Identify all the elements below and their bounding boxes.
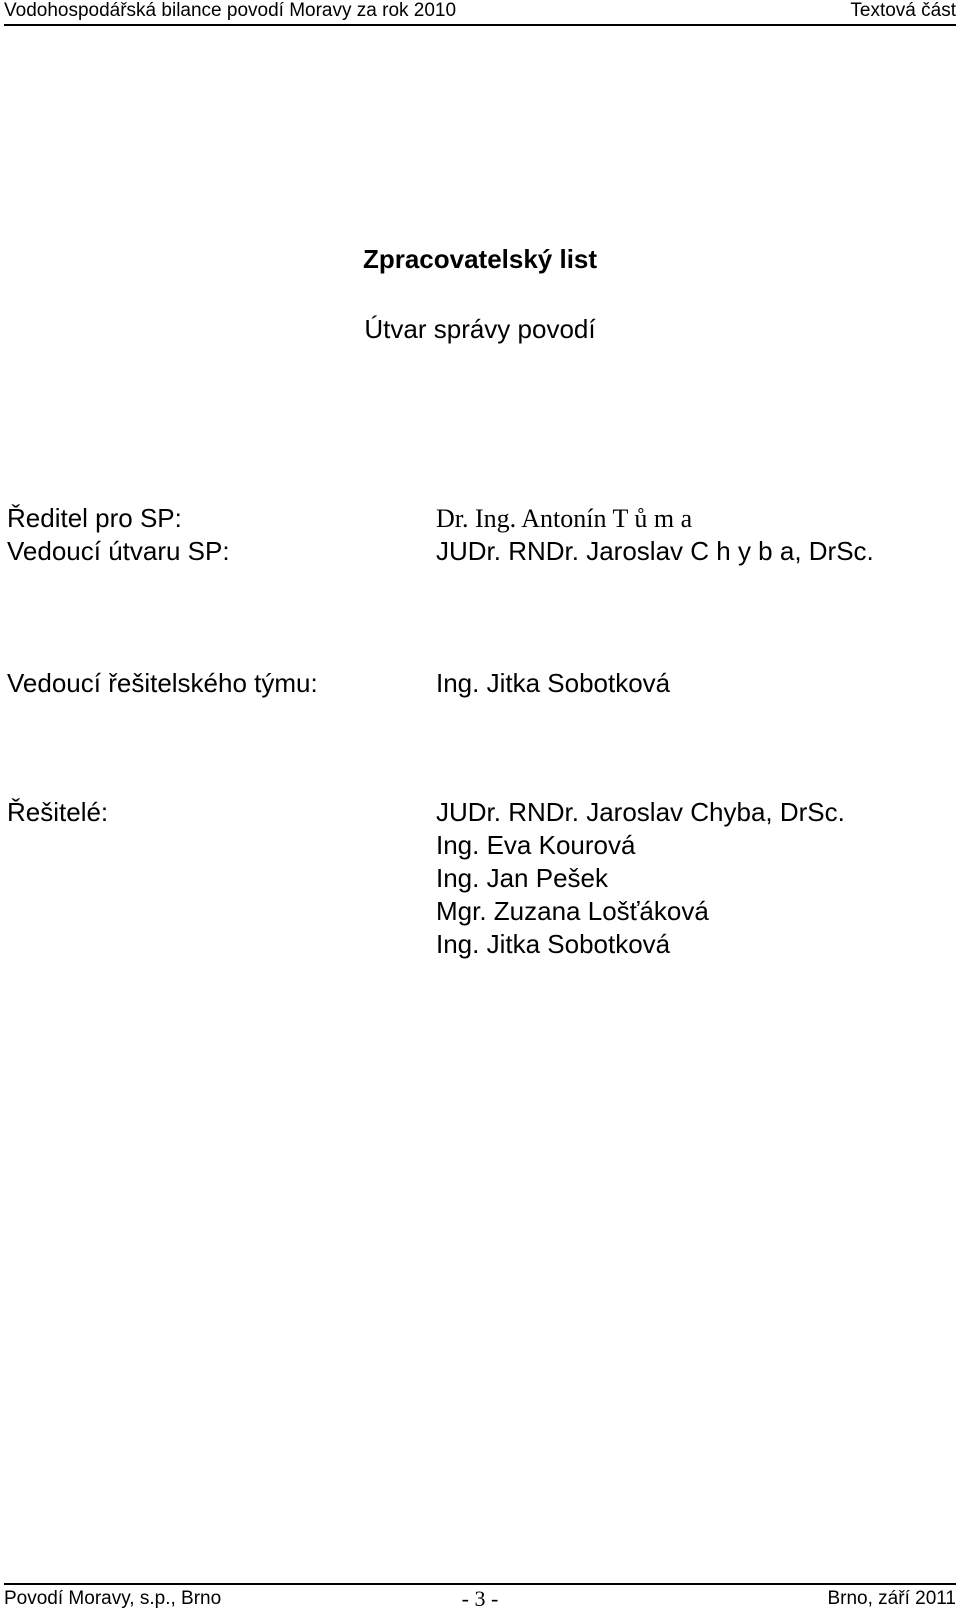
team-lead-name: Ing. Jitka Sobotková: [436, 668, 671, 698]
page-header: [4, 0, 956, 26]
page-footer: [4, 1583, 956, 1615]
header-section-name: Textová část: [850, 0, 956, 21]
footer-date: Brno, září 2011: [827, 1588, 956, 1609]
solvers-label: Řešitelé:: [7, 797, 109, 827]
page-subtitle: Útvar správy povodí: [364, 314, 596, 344]
solver-name: Mgr. Zuzana Lošťáková: [436, 896, 709, 926]
solver-name: Ing. Jitka Sobotková: [436, 929, 671, 959]
page-title: Zpracovatelský list: [362, 244, 598, 274]
solver-name: Ing. Eva Kourová: [436, 830, 636, 860]
solver-name: JUDr. RNDr. Jaroslav Chyba, DrSc.: [436, 797, 845, 827]
footer-organization: Povodí Moravy, s.p., Brno: [4, 1588, 222, 1609]
director-label: Ředitel pro SP:: [7, 503, 182, 533]
unit-head-name: JUDr. RNDr. Jaroslav C h y b a, DrSc.: [436, 536, 874, 566]
unit-head-label: Vedoucí útvaru SP:: [7, 536, 230, 566]
solver-name: Ing. Jan Pešek: [436, 863, 608, 893]
team-lead-label: Vedoucí řešitelského týmu:: [7, 668, 318, 698]
page-number: - 3 -: [461, 1586, 499, 1611]
header-document-title: Vodohospodářská bilance povodí Moravy za rok 2010: [4, 0, 457, 21]
director-name: Dr. Ing. Antonín T ů m a: [436, 504, 693, 533]
